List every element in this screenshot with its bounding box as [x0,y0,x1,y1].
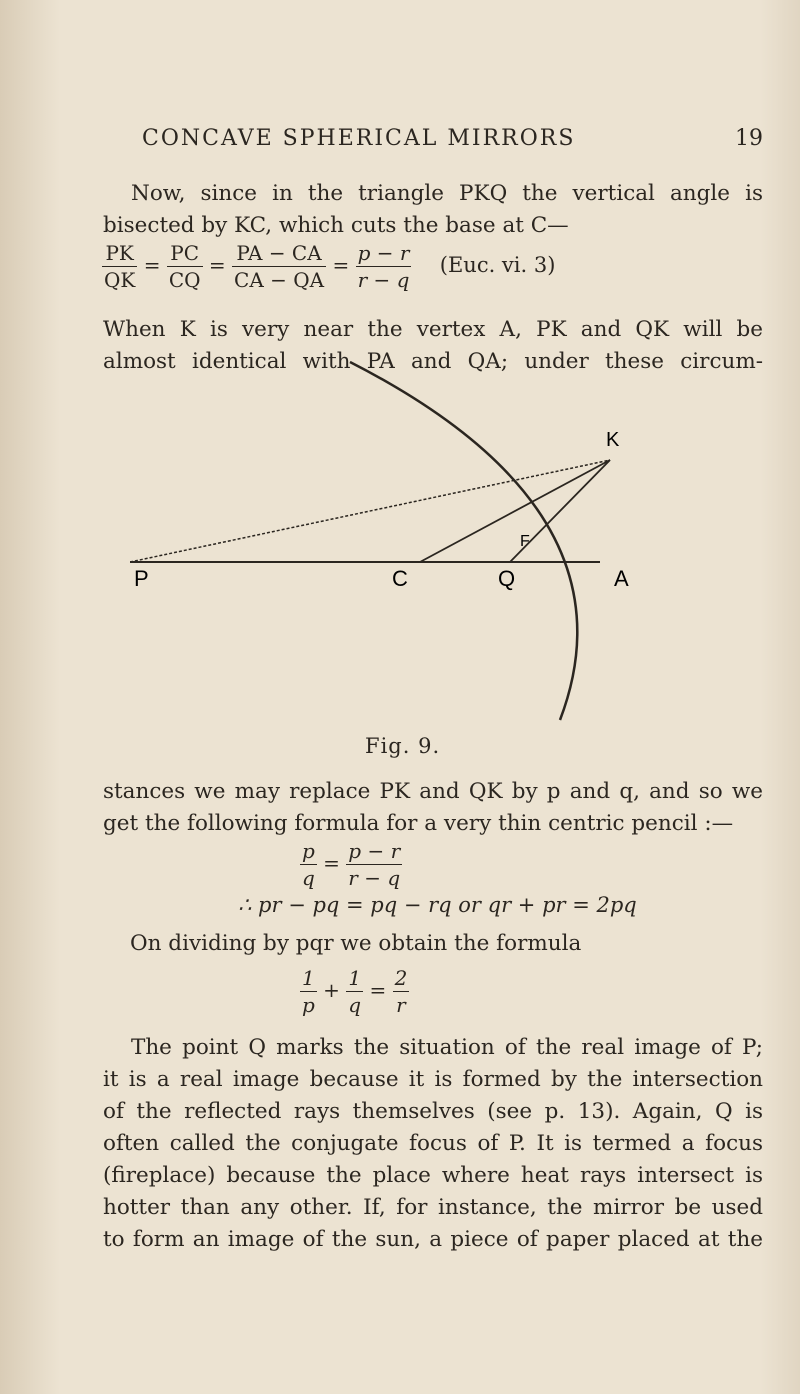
text-line: almost identical with PA and QA; under these circum- [103,349,763,374]
equation-expanded: ∴ pr − pq = pq − rq or qr + pr = 2pq [238,893,637,917]
chapter-title: CONCAVE SPHERICAL MIRRORS [142,126,576,151]
text-line: bisected by KC, which cuts the base at C— [103,213,569,238]
paragraph-5 [103,1032,763,1256]
text-line: The point Q marks the situation of the real image of P; [131,1035,763,1060]
fraction: $\frac{p - r}{r - q}$ [357,241,410,292]
label-f: F [520,533,530,550]
equation-p-over-q: $\frac{p}{q}$ = $\frac{p - r}{r - q}$ [302,839,401,890]
euclid-reference: (Euc. vi. 3) [439,253,556,277]
label-p: P [134,566,149,591]
text-line: (fireplace) because the place where heat rays intersect is [103,1163,763,1188]
paragraph-3 [103,776,763,840]
text-line: When K is very near the vertex A, PK and QK will be [103,317,763,342]
equation-euclid: $\frac{PK}{QK}$ = $\frac{PC}{CQ}$ = $\frac{PA - CA}{CA - QA}$ = $\frac{p - r}{r - q}$ (Euc. vi. 3) [104,241,556,292]
mirror-diagram [130,350,690,730]
text-line: stances we may replace PK and QK by p and q, and so we [103,779,763,804]
text-line: Now, since in the triangle PKQ the vertical angle is [131,181,763,206]
label-k: K [606,429,620,451]
fraction: $\frac{PK}{QK}$ [104,241,136,292]
paragraph-4 [130,928,750,960]
figure-caption: Fig. 9. [365,734,441,758]
text-line: often called the conjugate focus of P. It is termed a focus [103,1131,763,1156]
mirror-formula: $\frac{1}{p}$ + $\frac{1}{q}$ = $\frac{2}{r}$ [302,966,408,1017]
fraction: $\frac{p}{q}$ [302,839,315,890]
fraction: $\frac{PC}{CQ}$ [168,241,201,292]
running-header [0,126,800,156]
fraction: $\frac{1}{q}$ [348,966,362,1017]
fraction: $\frac{p - r}{r - q}$ [348,839,401,890]
fraction: $\frac{2}{r}$ [394,966,408,1017]
paragraph-1 [103,178,763,242]
text-line: hotter than any other. If, for instance, the mirror be used [103,1195,763,1220]
text-line: to form an image of the sun, a piece of paper placed at the [103,1227,763,1252]
text-line: it is a real image because it is formed by the intersection [103,1067,763,1092]
label-a: A [614,566,629,591]
fraction: $\frac{PA - CA}{CA - QA}$ [234,241,325,292]
label-c: C [392,566,408,591]
text-line: of the reflected rays themselves (see p. 13). Again, Q is [103,1099,763,1124]
text-line: On dividing by pqr we obtain the formula [130,931,582,956]
radius-ck [420,460,610,562]
mirror-arc [350,362,577,720]
page-number: 19 [735,126,763,151]
text-line: get the following formula for a very thin centric pencil :— [103,811,734,836]
label-q: Q [498,566,516,591]
fraction: $\frac{1}{p}$ [302,966,315,1017]
